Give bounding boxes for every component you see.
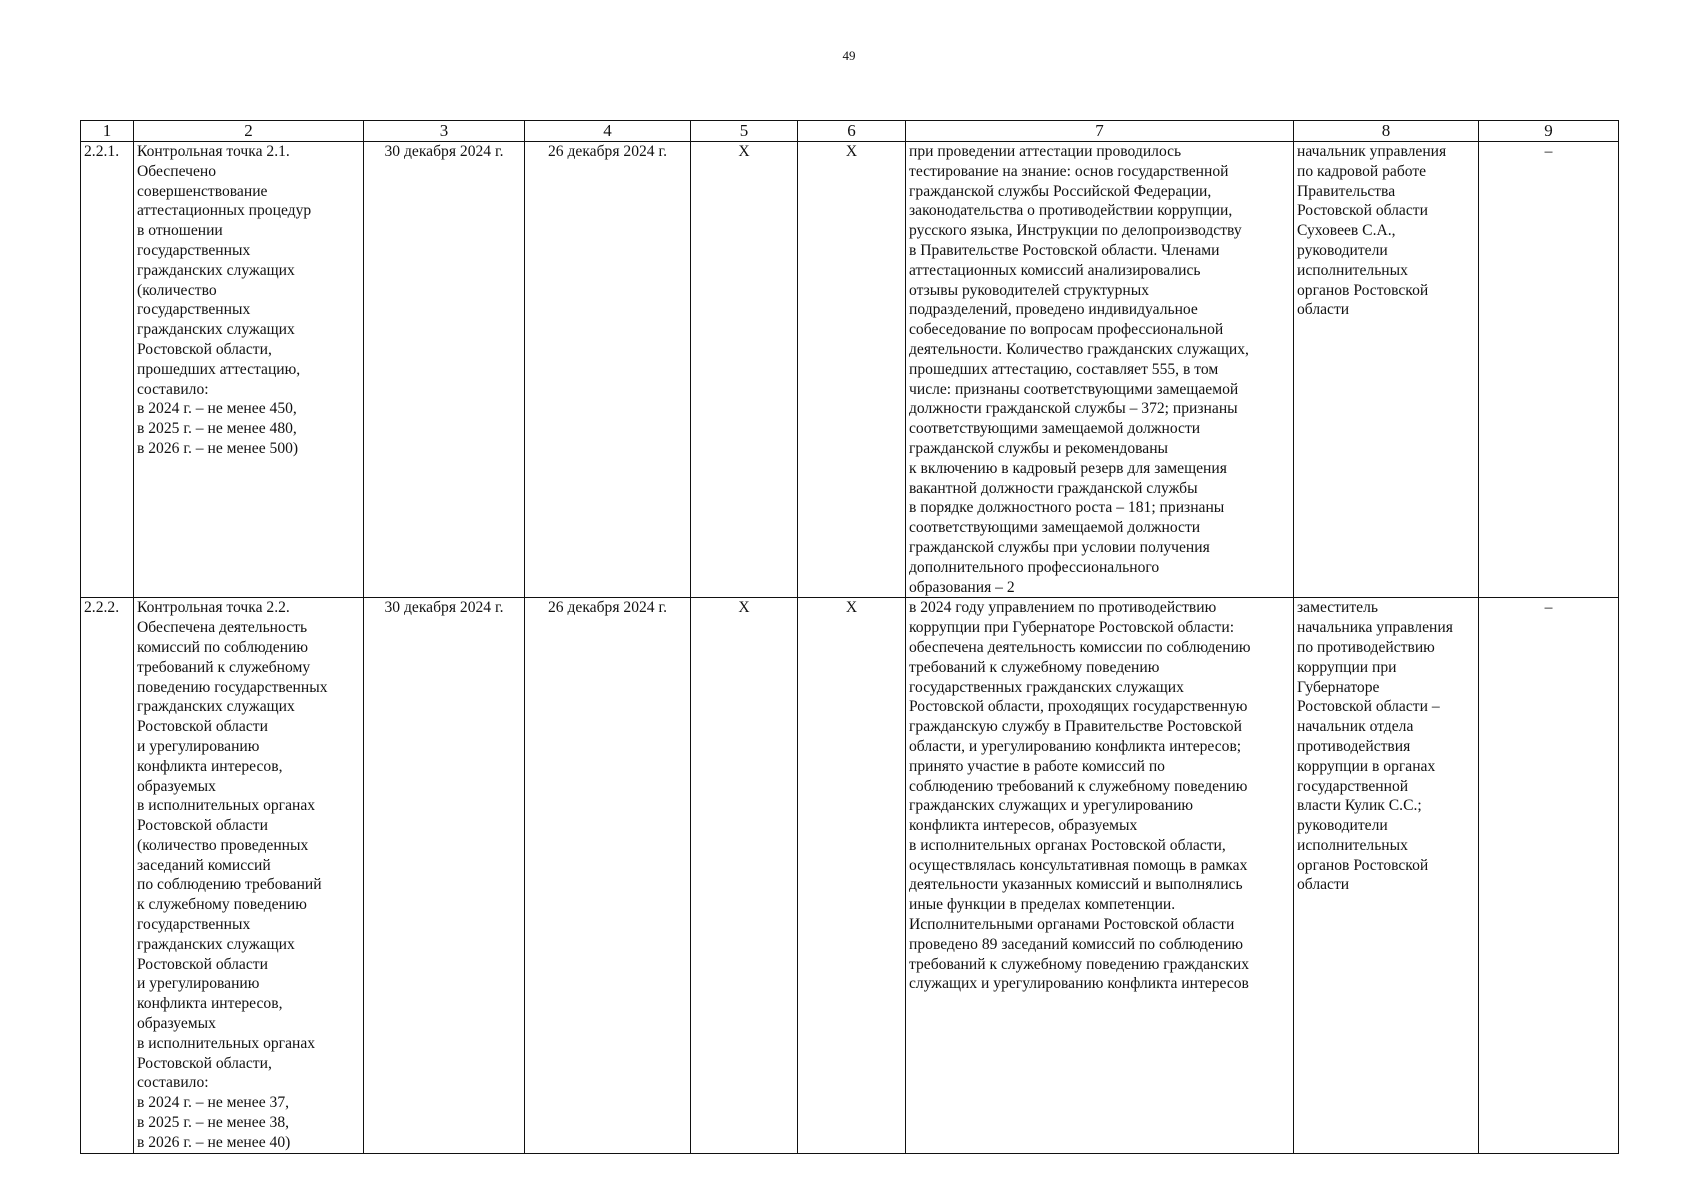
header-row [81, 121, 1619, 142]
header-cell-7: 7 [906, 121, 1294, 142]
control-point-description: Контрольная точка 2.2. Обеспечена деятельность комиссий по соблюдению требований к служебному поведению государственных гражданских служащих Ростовской области и урегулированию конфликта интересов, образуемых в исполнительных органах Ростовской области (количество проведенных заседаний комиссий по соблюдению требований к служебному поведению государственных гражданских служащих Ростовской области и урегулированию конфликта интересов, образуемых в исполнительных органах Ростовской области, составило: в 2024 г. – не менее 37, в 2025 г. – не менее 38, в 2026 г. – не менее 40) [134, 598, 364, 1153]
column-9-value: – [1479, 142, 1619, 598]
actual-date: 26 декабря 2024 г. [525, 598, 691, 1153]
page-number: 49 [842, 48, 856, 63]
row-number: 2.2.1. [81, 142, 134, 598]
header-cell-1: 1 [81, 121, 134, 142]
result-description: в 2024 году управлением по противодействию коррупции при Губернаторе Ростовской области: обеспечена деятельность комиссии по соблюдению требований к служебному поведению государственных гражданских служащих Ростовской области, проходящих государственную гражданскую службу в Правительстве Ростовской области, и урегулированию конфликта интересов; принято участие в работе комиссий по соблюдению требований к служебному поведению гражданских служащих и урегулированию конфликта интересов, образуемых в исполнительных органах Ростовской области, осуществлялась консультативная помощь в рамках деятельности указанных комиссий и выполнялись иные функции в пределах компетенции. Исполнительными органами Ростовской области проведено 89 заседаний комиссий по соблюдению требований к служебному поведению гражданских служащих и урегулированию конфликта интересов [906, 598, 1294, 1153]
column-6-value: Х [798, 598, 906, 1153]
planned-date: 30 декабря 2024 г. [364, 598, 525, 1153]
column-6-value: Х [798, 142, 906, 598]
header-cell-9: 9 [1479, 121, 1619, 142]
header-cell-6: 6 [798, 121, 906, 142]
table-row [81, 142, 1619, 598]
header-cell-4: 4 [525, 121, 691, 142]
actual-date: 26 декабря 2024 г. [525, 142, 691, 598]
column-5-value: Х [691, 142, 798, 598]
header-cell-3: 3 [364, 121, 525, 142]
header-cell-5: 5 [691, 121, 798, 142]
planned-date: 30 декабря 2024 г. [364, 142, 525, 598]
header-cell-2: 2 [134, 121, 364, 142]
column-5-value: Х [691, 598, 798, 1153]
row-number: 2.2.2. [81, 598, 134, 1153]
responsible-person: заместитель начальника управления по противодействию коррупции при Губернаторе Ростовской области – начальник отдела противодействия коррупции в органах государственной власти Кулик С.С.; руководители исполнительных органов Ростовской области [1294, 598, 1479, 1153]
column-9-value: – [1479, 598, 1619, 1153]
control-point-description: Контрольная точка 2.1. Обеспечено совершенствование аттестационных процедур в отношении государственных гражданских служащих (количество государственных гражданских служащих Ростовской области, прошедших аттестацию, составило: в 2024 г. – не менее 450, в 2025 г. – не менее 480, в 2026 г. – не менее 500) [134, 142, 364, 598]
report-table [80, 120, 1619, 1154]
result-description: при проведении аттестации проводилось тестирование на знание: основ государственной гражданской службы Российской Федерации, законодательства о противодействии коррупции, русского языка, Инструкции по делопроизводству в Правительстве Ростовской области. Членами аттестационных комиссий анализировались отзывы руководителей структурных подразделений, проведено индивидуальное собеседование по вопросам профессиональной деятельности. Количество гражданских служащих, прошедших аттестацию, составляет 555, в том числе: признаны соответствующими замещаемой должности гражданской службы – 372; признаны соответствующими замещаемой должности гражданской службы и рекомендованы к включению в кадровый резерв для замещения вакантной должности гражданской службы в порядке должностного роста – 181; признаны соответствующими замещаемой должности гражданской службы при условии получения дополнительного профессионального образования – 2 [906, 142, 1294, 598]
table-row [81, 598, 1619, 1153]
header-cell-8: 8 [1294, 121, 1479, 142]
responsible-person: начальник управления по кадровой работе Правительства Ростовской области Суховеев С.А., руководители исполнительных органов Ростовской области [1294, 142, 1479, 598]
